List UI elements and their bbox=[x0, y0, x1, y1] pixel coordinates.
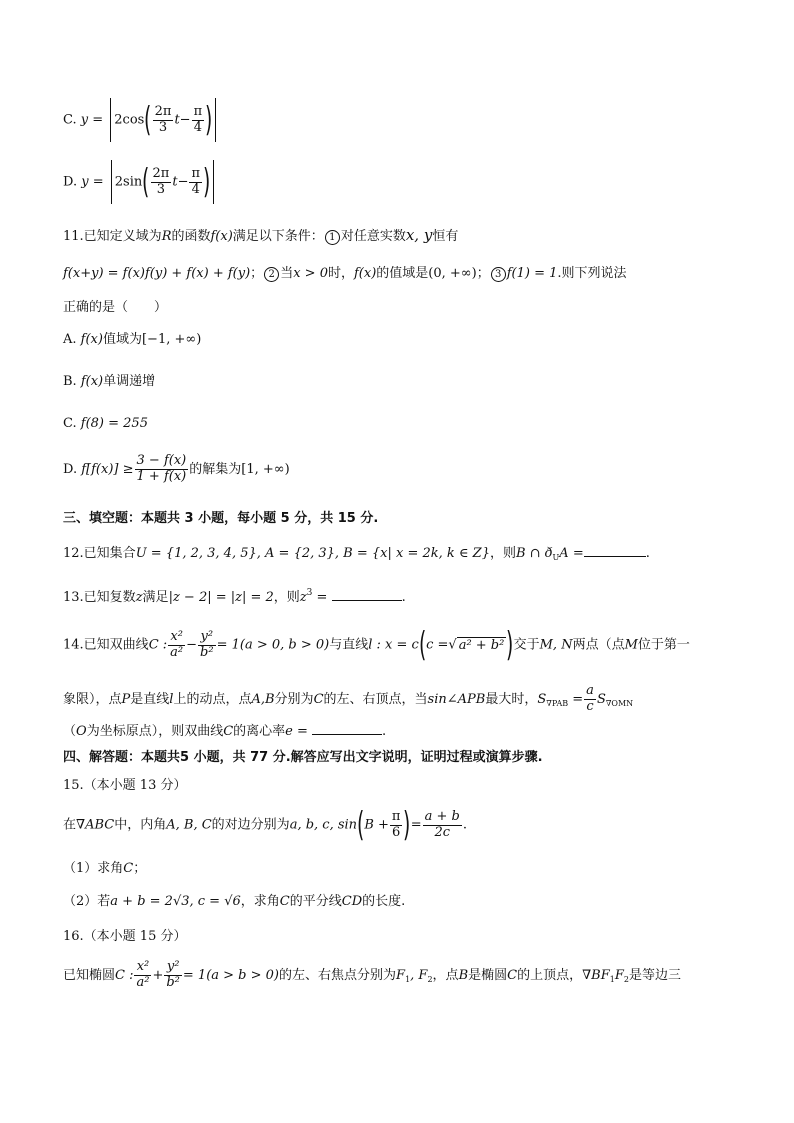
abs-bar-left bbox=[110, 98, 111, 142]
q11-option-d: D. f[f(x)] ≥ $\frac{3 - f(x)}{1 + f(x)}$ 的解集为[1, +∞) bbox=[63, 453, 290, 484]
q11-option-a: A. f(x)值域为[−1, +∞) bbox=[63, 332, 202, 347]
q16-stem: 已知椭圆C : $\frac{\text{x²}}{\text{a²}}$ + $\frac{\text{y²}}{\text{b²}}$ = 1(a > b > 0)的左、右焦点分别为$F_1$, $F_2$，点B是椭圆C的上顶点，$\nabla BF_1F_2$是等边三 bbox=[63, 959, 681, 990]
circled-number-1: 1 bbox=[325, 230, 340, 245]
q15-header: 15.（本小题 13 分） bbox=[63, 778, 187, 793]
q11-option-b: B. f(x)单调递增 bbox=[63, 374, 156, 389]
abs-bar-right bbox=[213, 160, 214, 204]
abs-bar-right bbox=[215, 98, 216, 142]
q14-line1: 14.已知双曲线C : $\frac{\text{x²}}{\text{a²}}$ − $\frac{\text{y²}}{\text{b²}}$ = 1(a > 0, b > 0)与直线l : x = c(c =√ a² + b²)交于M, N两点（点M位于第一 bbox=[63, 625, 690, 665]
q10-option-d: D. y = 2sin( $\frac{2\pi}{3}$ t− $\frac{\pi}{4}$ ) bbox=[63, 160, 217, 204]
section-3-heading: 三、填空题：本题共 3 小题，每小题 5 分，共 15 分. bbox=[63, 511, 379, 526]
q14-line2: 象限），点P是直线l上的动点，点A,B分别为C的左、右顶点，当sin∠APB最大时，$S_{\nabla PAB}$ = $\frac{a}{c}$ $S_{\nabla OMN}$ bbox=[63, 683, 634, 714]
section-4-heading: 四、解答题：本题共5 小题，共 77 分.解答应写出文字说明，证明过程或演算步骤. bbox=[63, 750, 543, 765]
q15-stem: 在∇ABC中，内角A, B, C的对边分别为a, b, c, sin(B + $\frac{\pi}{6}$ )= $\frac{a + b}{2c}$ . bbox=[63, 805, 467, 845]
q14-line3: （O为坐标原点），则双曲线C的离心率e = . bbox=[63, 724, 387, 739]
abs-bar-left bbox=[111, 160, 112, 204]
q10-option-c: C. y = 2cos( $\frac{2\pi}{3}$ t− $\frac{\pi}{4}$ ) bbox=[63, 98, 219, 142]
answer-blank bbox=[312, 734, 382, 735]
q16-header: 16.（本小题 15 分） bbox=[63, 929, 187, 944]
answer-blank bbox=[584, 556, 646, 557]
q11-stem-line2: f(x+y) = f(x)f(y) + f(x) + f(y)； 2 当x > 0时，f(x)的值域是(0, +∞)； 3 f(1) = 1.则下列说法 bbox=[63, 266, 627, 281]
answer-blank bbox=[332, 600, 402, 601]
q13: 13.已知复数z满足|z − 2| = |z| = 2，则$z^3$ = . bbox=[63, 588, 406, 605]
q11-stem-line1: 11.已知定义域为R的函数f(x)满足以下条件： 1 对任意实数x, y恒有 bbox=[63, 226, 459, 244]
circled-number-3: 3 bbox=[491, 267, 506, 282]
q15-part2: （2）若a + b = 2√3, c = √6，求角C的平分线CD的长度. bbox=[63, 894, 406, 909]
circled-number-2: 2 bbox=[264, 267, 279, 282]
q12: 12.已知集合U = {1, 2, 3, 4, 5}, A = {2, 3}, B = {x| x = 2k, k ∈ Z}，则B ∩ $ð_UA$ = . bbox=[63, 546, 650, 562]
q11-stem-line3: 正确的是（ ） bbox=[63, 300, 168, 315]
q11-option-c: C. f(8) = 255 bbox=[63, 416, 148, 431]
q15-part1: （1）求角C； bbox=[63, 861, 147, 876]
